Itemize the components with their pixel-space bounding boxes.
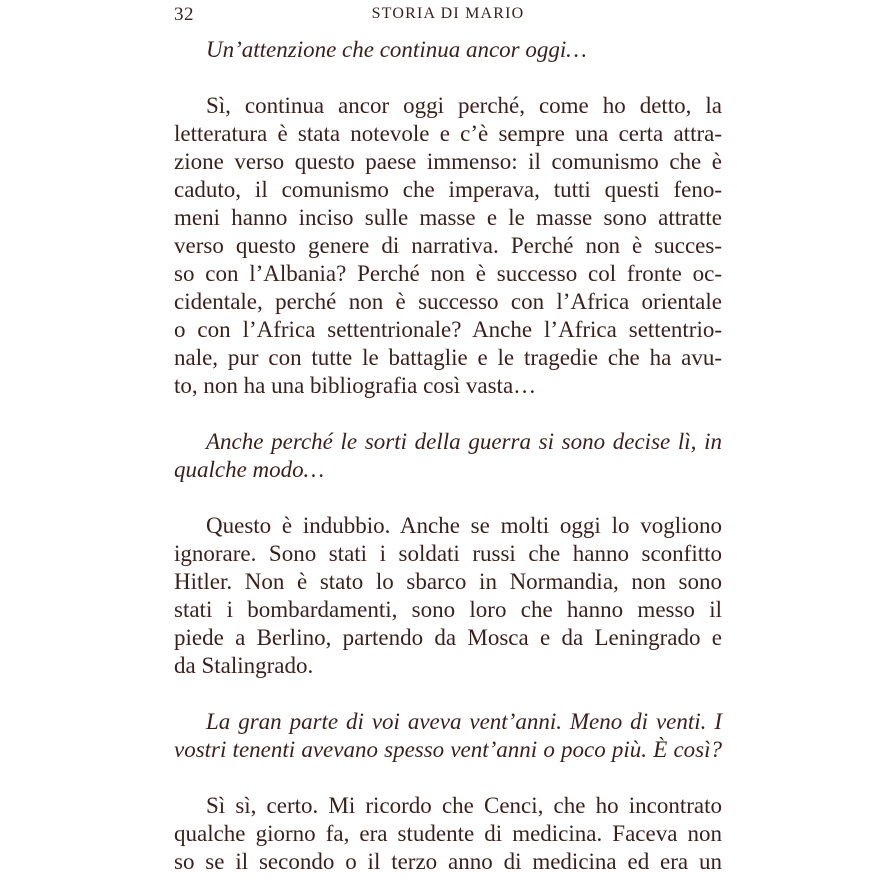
page-number: 32 xyxy=(174,4,194,25)
answer-line: ignorare. Sono stati i soldati russi che hanno sconfitto xyxy=(174,541,722,566)
answer-line: caduto, il comunismo che imperava, tutti questi feno- xyxy=(174,177,722,202)
answer-line: verso questo genere di narrativa. Perché non è succes- xyxy=(174,233,722,258)
question-line: Un’attenzione che continua ancor oggi… xyxy=(206,37,587,62)
running-head: STORIA DI MARIO xyxy=(371,5,525,22)
answer-line: Sì sì, certo. Mi ricordo che Cenci, che ho incontrato xyxy=(206,793,722,818)
question-line: La gran parte di voi aveva vent’anni. Meno di venti. I xyxy=(206,709,722,734)
answer-line: zione verso questo paese immenso: il comunismo che è xyxy=(174,149,722,174)
answer-line: so se il secondo o il terzo anno di medicina ed era un xyxy=(174,849,722,874)
question-line: qualche modo… xyxy=(174,457,325,482)
answer-line: o con l’Africa settentrionale? Anche l’Africa settentrio- xyxy=(174,317,722,342)
answer-line: cidentale, perché non è successo con l’Africa orientale xyxy=(174,289,722,314)
answer-line: nale, pur con tutte le battaglie e le tragedie che ha avu- xyxy=(174,345,722,370)
answer-line: so con l’Albania? Perché non è successo col fronte oc- xyxy=(174,261,722,286)
question-line: Anche perché le sorti della guerra si sono decise lì, in xyxy=(206,429,722,454)
question-line: vostri tenenti avevano spesso vent’anni o poco più. È così? xyxy=(174,737,722,762)
answer-line: meni hanno inciso sulle masse e le masse sono attratte xyxy=(174,205,722,230)
answer-line: qualche giorno fa, era studente di medicina. Faceva non xyxy=(174,821,722,846)
answer-line: Questo è indubbio. Anche se molti oggi lo vogliono xyxy=(206,513,722,538)
answer-line: letteratura è stata notevole e c’è sempre una certa attra- xyxy=(174,121,722,146)
answer-line: Sì, continua ancor oggi perché, come ho detto, la xyxy=(206,93,722,118)
answer-line: piede a Berlino, partendo da Mosca e da Leningrado e xyxy=(174,625,722,650)
answer-line: Hitler. Non è stato lo sbarco in Normandia, non sono xyxy=(174,569,722,594)
answer-line: to, non ha una bibliografia così vasta… xyxy=(174,373,537,398)
page-header xyxy=(174,4,722,30)
answer-line: stati i bombardamenti, sono loro che hanno messo il xyxy=(174,597,722,622)
answer-line: da Stalingrado. xyxy=(174,653,314,678)
